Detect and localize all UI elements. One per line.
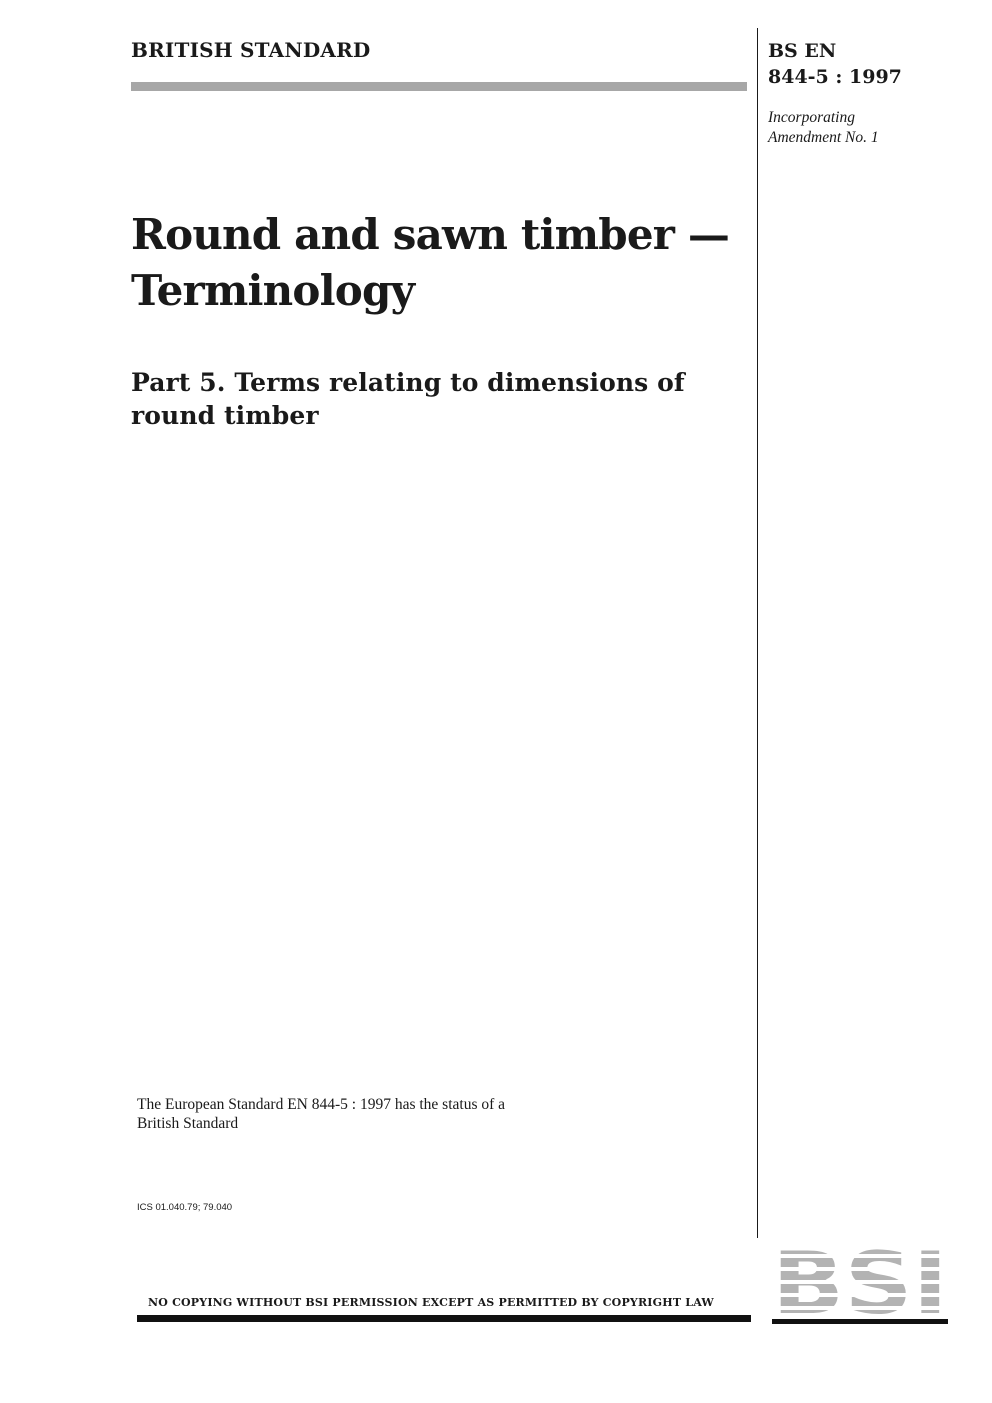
header-divider: [131, 82, 747, 91]
status-note-line2: British Standard: [137, 1115, 239, 1132]
document-title-line2: Terminology: [131, 266, 415, 315]
margin-divider: [757, 28, 758, 1238]
document-subtitle-line1: Part 5. Terms relating to dimensions of: [131, 368, 685, 397]
document-subtitle: [131, 366, 751, 432]
amendment-line2: Amendment No. 1: [768, 129, 879, 146]
ics-code: ICS 01.040.79; 79.040: [137, 1202, 233, 1213]
amendment-line1: Incorporating: [768, 109, 855, 126]
document-type-label: BRITISH STANDARD: [131, 38, 371, 62]
document-title-line1: Round and sawn timber —: [131, 210, 730, 259]
amendment-note: [768, 108, 879, 148]
status-note-line1: The European Standard EN 844-5 : 1997 has the status of a: [137, 1096, 506, 1113]
copyright-notice: NO COPYING WITHOUT BSI PERMISSION EXCEPT AS PERMITTED BY COPYRIGHT LAW: [148, 1296, 714, 1309]
document-title: [131, 207, 751, 319]
standard-number: [768, 38, 902, 90]
document-subtitle-line2: round timber: [131, 401, 319, 430]
bsi-logo-icon: [772, 1243, 950, 1325]
status-note: [137, 1095, 577, 1133]
standard-number-line2: 844-5 : 1997: [768, 66, 902, 88]
footer-divider: [137, 1315, 751, 1322]
standard-number-line1: BS EN: [768, 40, 837, 62]
